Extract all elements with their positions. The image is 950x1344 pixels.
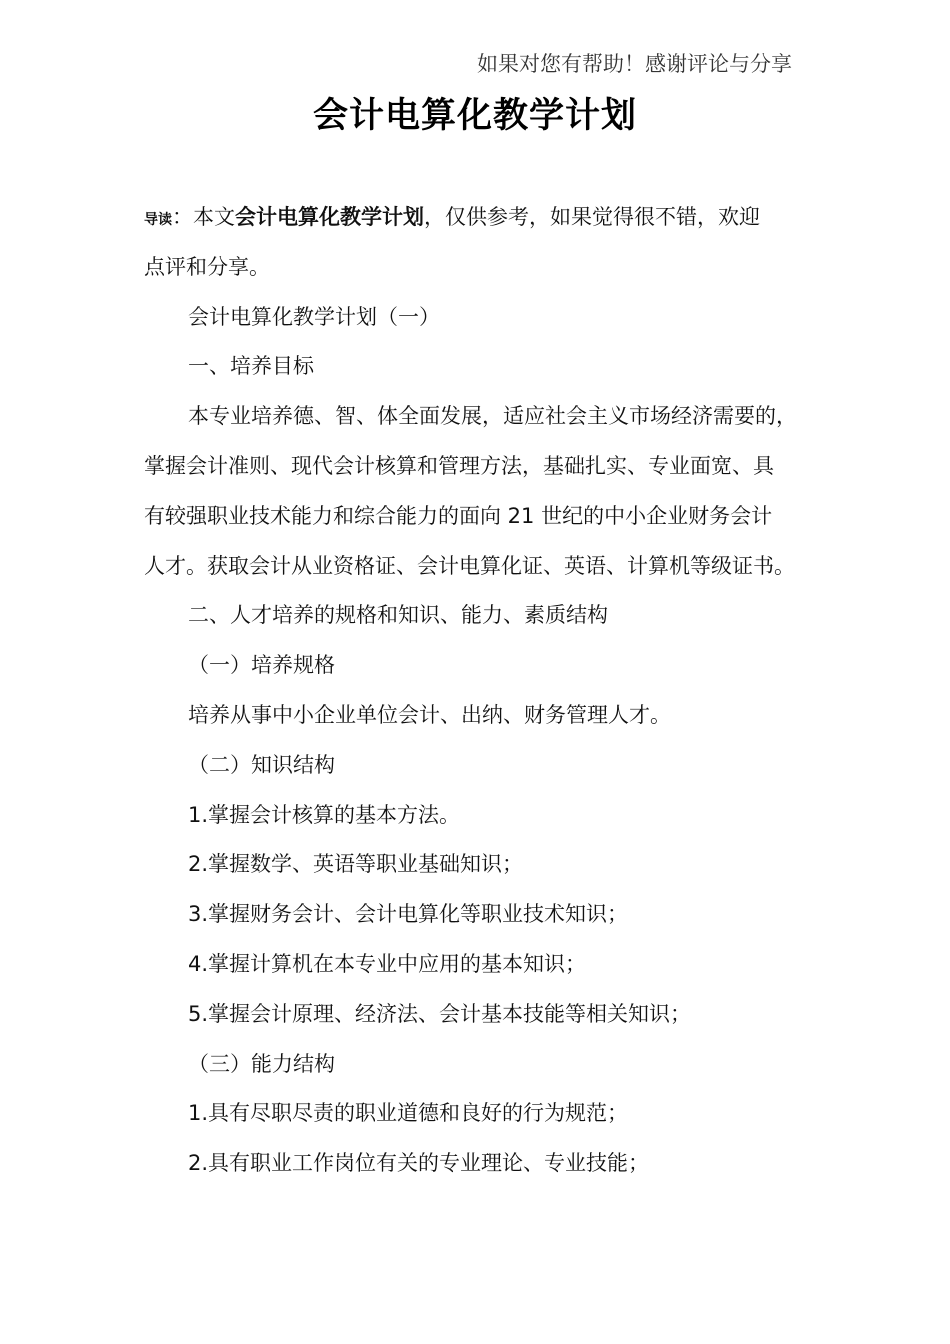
subheading-spec: （一）培养规格	[188, 653, 335, 678]
intro-label: 导读	[144, 212, 172, 228]
list-item: 4.掌握计算机在本专业中应用的基本知识；	[188, 951, 587, 976]
intro-line-1	[144, 193, 824, 243]
paragraph-line: 本专业培养德、智、体全面发展，适应社会主义市场经济需要的，	[188, 404, 797, 429]
subheading-ability: （三）能力结构	[188, 1051, 335, 1076]
intro-bold-title: 会计电算化教学计划	[235, 205, 424, 229]
list-item: 1.掌握会计核算的基本方法。	[188, 802, 461, 827]
section-heading: 会计电算化教学计划（一）	[188, 304, 440, 329]
header-note: 如果对您有帮助！感谢评论与分享	[477, 52, 792, 76]
list-item: 2.具有职业工作岗位有关的专业理论、专业技能；	[188, 1151, 650, 1176]
paragraph-line: 培养从事中小企业单位会计、出纳、财务管理人才。	[188, 702, 671, 727]
intro-line-2: 点评和分享。	[144, 254, 270, 279]
document-title: 会计电算化教学计划	[312, 96, 637, 136]
list-item: 1.具有尽职尽责的职业道德和良好的行为规范；	[188, 1101, 629, 1126]
intro-prefix: ：本文	[172, 205, 235, 229]
document-body	[144, 193, 824, 1189]
subheading-knowledge: （二）知识结构	[188, 752, 335, 777]
list-item: 3.掌握财务会计、会计电算化等职业技术知识；	[188, 902, 629, 927]
paragraph-line: 掌握会计准则、现代会计核算和管理方法，基础扎实、专业面宽、具	[144, 453, 774, 478]
intro-suffix: ，仅供参考，如果觉得很不错，欢迎	[424, 205, 760, 229]
list-item: 5.掌握会计原理、经济法、会计基本技能等相关知识；	[188, 1001, 692, 1026]
heading-training-goal: 一、培养目标	[188, 354, 314, 379]
list-item: 2.掌握数学、英语等职业基础知识；	[188, 852, 524, 877]
heading-structure: 二、人才培养的规格和知识、能力、素质结构	[188, 603, 608, 628]
paragraph-line: 人才。获取会计从业资格证、会计电算化证、英语、计算机等级证书。	[144, 553, 795, 578]
paragraph-line: 有较强职业技术能力和综合能力的面向 21 世纪的中小企业财务会计	[144, 503, 773, 528]
